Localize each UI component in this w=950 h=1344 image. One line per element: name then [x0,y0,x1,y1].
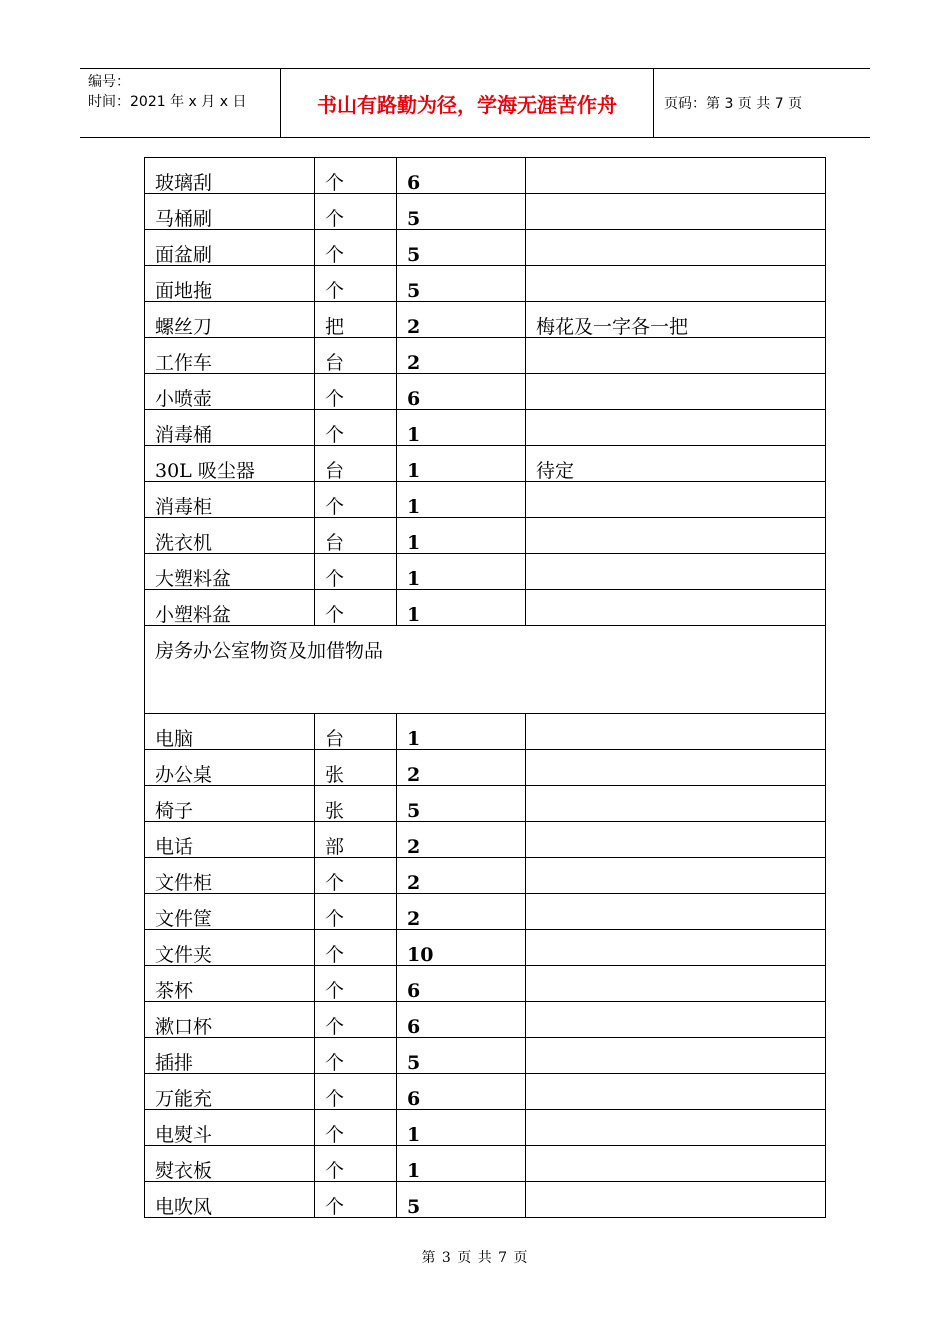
item-qty-cell: 6 [397,158,526,194]
item-name-cell: 熨衣板 [145,1146,315,1182]
item-note-cell [526,518,826,554]
item-name-cell: 面盆刷 [145,230,315,266]
supplies-table [144,157,826,1218]
item-qty-cell: 1 [397,554,526,590]
item-note-cell: 梅花及一字各一把 [526,302,826,338]
table-row [145,930,826,966]
item-note-cell [526,1110,826,1146]
item-unit-cell: 台 [315,714,397,750]
table-row [145,266,826,302]
table-row [145,410,826,446]
item-note-cell [526,230,826,266]
table-row [145,590,826,626]
item-unit-cell: 把 [315,302,397,338]
item-note-cell [526,158,826,194]
item-name-cell: 椅子 [145,786,315,822]
table-row [145,1038,826,1074]
item-unit-cell: 个 [315,194,397,230]
item-name-cell: 工作车 [145,338,315,374]
item-qty-cell: 1 [397,446,526,482]
code-label: 编号： [88,74,130,90]
item-note-cell [526,338,826,374]
header-meta [80,69,281,137]
item-note-cell [526,930,826,966]
table-row [145,786,826,822]
supplies-table-body-a [145,158,826,626]
item-unit-cell: 个 [315,1074,397,1110]
item-name-cell: 消毒桶 [145,410,315,446]
item-unit-cell: 台 [315,338,397,374]
item-note-cell [526,1146,826,1182]
item-qty-cell: 6 [397,1074,526,1110]
page-header [80,68,870,138]
table-row [145,750,826,786]
item-name-cell: 办公桌 [145,750,315,786]
table-row [145,1146,826,1182]
item-unit-cell: 个 [315,230,397,266]
item-unit-cell: 张 [315,786,397,822]
item-unit-cell: 个 [315,158,397,194]
item-qty-cell: 1 [397,410,526,446]
item-unit-cell: 个 [315,858,397,894]
table-row [145,822,826,858]
item-qty-cell: 5 [397,230,526,266]
item-note-cell [526,858,826,894]
item-name-cell: 30L 吸尘器 [145,446,315,482]
table-row [145,1182,826,1218]
item-name-cell: 洗衣机 [145,518,315,554]
item-name-cell: 面地拖 [145,266,315,302]
item-qty-cell: 5 [397,1182,526,1218]
item-note-cell [526,1002,826,1038]
item-qty-cell: 1 [397,714,526,750]
section-row [145,626,826,714]
item-note-cell [526,482,826,518]
item-name-cell: 文件筐 [145,894,315,930]
table-row [145,338,826,374]
item-unit-cell: 部 [315,822,397,858]
item-qty-cell: 2 [397,302,526,338]
item-qty-cell: 5 [397,786,526,822]
item-unit-cell: 个 [315,894,397,930]
table-row [145,894,826,930]
item-unit-cell: 个 [315,374,397,410]
item-name-cell: 小喷壶 [145,374,315,410]
item-note-cell [526,786,826,822]
table-row [145,518,826,554]
item-unit-cell: 个 [315,266,397,302]
item-unit-cell: 个 [315,590,397,626]
item-qty-cell: 2 [397,750,526,786]
item-name-cell: 大塑料盆 [145,554,315,590]
item-name-cell: 消毒柜 [145,482,315,518]
item-unit-cell: 个 [315,1182,397,1218]
item-qty-cell: 10 [397,930,526,966]
table-row [145,194,826,230]
table-row [145,1002,826,1038]
item-name-cell: 小塑料盆 [145,590,315,626]
item-qty-cell: 5 [397,194,526,230]
table-row [145,966,826,1002]
page-footer: 第 3 页 共 7 页 [421,1250,529,1266]
item-qty-cell: 1 [397,1110,526,1146]
item-note-cell [526,590,826,626]
item-name-cell: 茶杯 [145,966,315,1002]
item-qty-cell: 6 [397,1002,526,1038]
item-qty-cell: 2 [397,338,526,374]
table-row [145,858,826,894]
item-note-cell [526,374,826,410]
item-note-cell: 待定 [526,446,826,482]
section-title: 房务办公室物资及加借物品 [145,626,826,714]
table-row [145,446,826,482]
item-qty-cell: 2 [397,894,526,930]
item-note-cell [526,1038,826,1074]
item-unit-cell: 个 [315,1110,397,1146]
item-name-cell: 漱口杯 [145,1002,315,1038]
table-row [145,302,826,338]
item-qty-cell: 2 [397,858,526,894]
supplies-table-body-b [145,714,826,1218]
item-name-cell: 文件柜 [145,858,315,894]
table-row [145,230,826,266]
item-name-cell: 电话 [145,822,315,858]
item-note-cell [526,554,826,590]
item-unit-cell: 台 [315,518,397,554]
item-note-cell [526,894,826,930]
section-row-group [145,626,826,714]
item-name-cell: 电脑 [145,714,315,750]
item-name-cell: 玻璃刮 [145,158,315,194]
item-note-cell [526,1182,826,1218]
table-row [145,1074,826,1110]
item-note-cell [526,966,826,1002]
table-row [145,714,826,750]
item-qty-cell: 1 [397,482,526,518]
header-page-label: 页码：第 3 页 共 7 页 [664,96,803,112]
item-qty-cell: 2 [397,822,526,858]
table-row [145,554,826,590]
table-row [145,482,826,518]
item-name-cell: 螺丝刀 [145,302,315,338]
table-row [145,374,826,410]
item-name-cell: 万能充 [145,1074,315,1110]
time-label: 时间：2021 年 x 月 x 日 [88,94,247,110]
item-unit-cell: 个 [315,930,397,966]
item-name-cell: 电熨斗 [145,1110,315,1146]
item-note-cell [526,410,826,446]
header-motto: 书山有路勤为径，学海无涯苦作舟 [281,69,654,137]
item-unit-cell: 个 [315,410,397,446]
item-note-cell [526,822,826,858]
table-row [145,158,826,194]
item-unit-cell: 个 [315,966,397,1002]
item-qty-cell: 1 [397,590,526,626]
item-note-cell [526,1074,826,1110]
item-note-cell [526,750,826,786]
item-qty-cell: 5 [397,1038,526,1074]
item-note-cell [526,266,826,302]
item-unit-cell: 台 [315,446,397,482]
item-qty-cell: 1 [397,518,526,554]
item-unit-cell: 个 [315,554,397,590]
table-row [145,1110,826,1146]
item-name-cell: 电吹风 [145,1182,315,1218]
item-note-cell [526,714,826,750]
item-name-cell: 马桶刷 [145,194,315,230]
item-unit-cell: 个 [315,1038,397,1074]
item-qty-cell: 6 [397,966,526,1002]
item-qty-cell: 1 [397,1146,526,1182]
item-unit-cell: 张 [315,750,397,786]
item-name-cell: 插排 [145,1038,315,1074]
item-qty-cell: 6 [397,374,526,410]
item-name-cell: 文件夹 [145,930,315,966]
item-unit-cell: 个 [315,482,397,518]
item-unit-cell: 个 [315,1146,397,1182]
item-qty-cell: 5 [397,266,526,302]
item-note-cell [526,194,826,230]
item-unit-cell: 个 [315,1002,397,1038]
